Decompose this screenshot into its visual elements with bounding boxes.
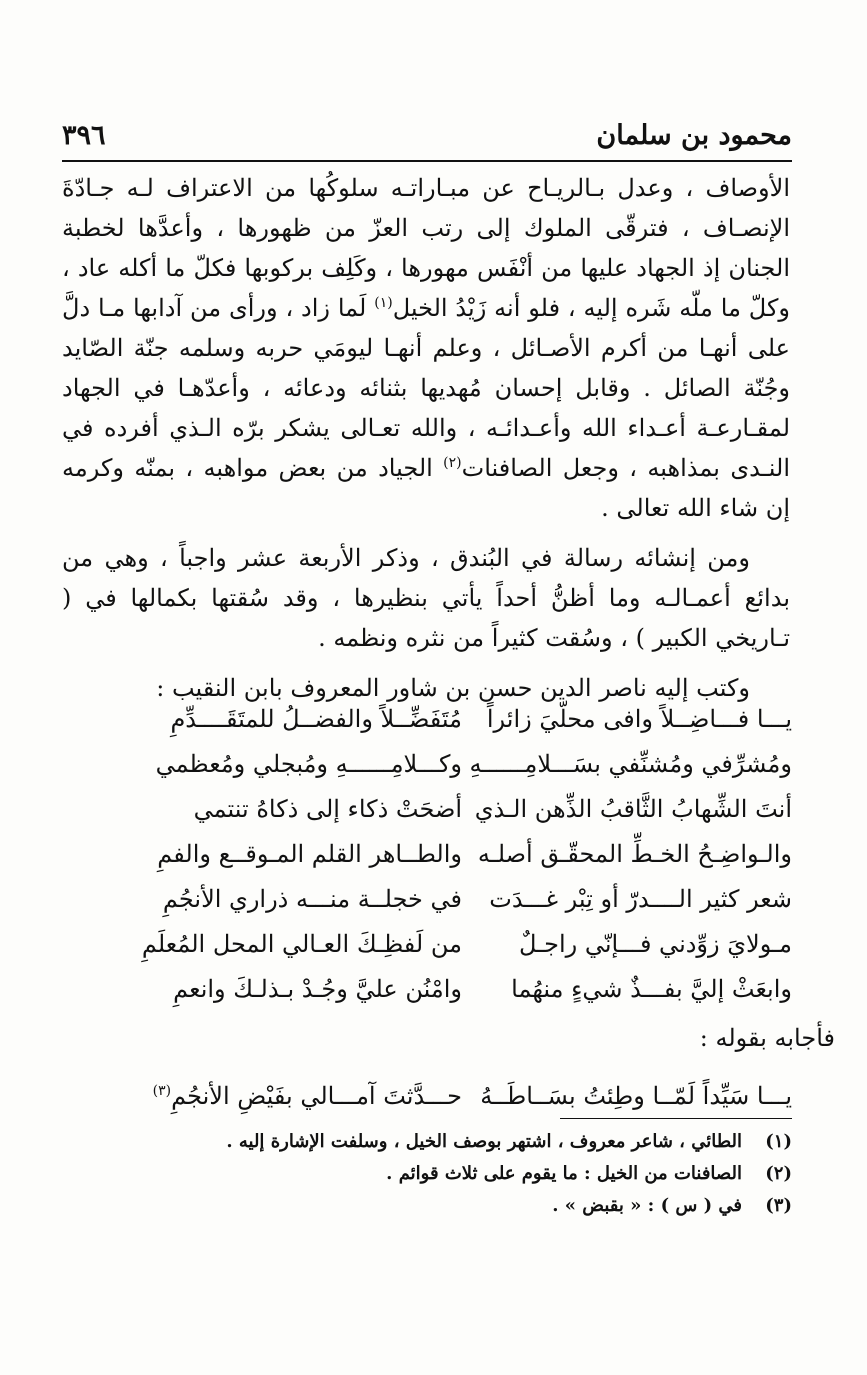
verse-second-hemistich: أضحَتْ ذكاء إلى ذكاهُ تنتمي [193,795,462,823]
reply-intro: فأجابه بقوله : [699,1024,835,1052]
verse-second-hemistich: وكـــلامِــــــهِ ومُبجلي ومُعظمي [155,750,462,778]
verse [62,930,792,975]
verse-second-hemistich: وامْنُن عليَّ وجُـدْ بـذلـكَ وانعمِ [173,975,462,1003]
footnote-text: الطائي ، شاعر معروف ، اشتهر بوصف الخيل ، وسلفت الإشارة إليه . [226,1131,742,1152]
verse-first-hemistich: يـــا سَيِّداً لَمّــا وطِئتُ بسَــاطَــهُ [480,1082,792,1110]
paragraph-1 [62,168,790,528]
footnote-number: (٣) [765,1195,792,1216]
footnote-number: (١) [765,1131,792,1152]
footnotes [62,1126,792,1222]
verse-first-hemistich: شعر كثير الــــدرّ أو تِبْر غـــدَت [489,885,792,913]
footnote-text: في ( س ) : « بقبض » . [552,1195,742,1216]
verse-first-hemistich: ومُشرِّفي ومُشنِّفي بسَـــلامِــــــهِ [469,750,792,778]
verse [62,705,792,750]
footnote-text: الصافنات من الخيل : ما يقوم على ثلاث قوائم . [386,1163,742,1184]
verse-second-hemistich: في خجلــة منـــه ذراري الأنجُمِ [162,885,462,913]
verse-second-hemistich: مُتَفَضِّــلاً والفضــلُ للمتَقَــــدِّمِ [170,705,462,733]
paragraph-1-part-1: الأوصاف ، وعدل بـالريـاح عن مبـاراتـه سلوكُها من الاعتراف لـه جـادّةَ الإنصـاف ، فترقّى الملوك إلى رتب العزّ من ظهورها ، وأعدَّها لخطبة الجنان إذ الجهاد عليها من أنْفَس مهورها ، وكَلِف بركوبها فكلّ ما أكله عاد ، وكلّ ما ملّه شَره إليه ، فلو أنه زَيْدُ الخيل [62,174,790,322]
running-title: محمود بن سلمان [596,120,792,151]
footnote [62,1126,792,1158]
page-header [62,110,792,160]
footnote [62,1158,792,1190]
verse-first-hemistich: يـــا فـــاضِــلاً وافى محلّيَ زائراً [486,705,792,733]
paragraph-1-part-3: الجياد من بعض مواهبه ، بمنّه وكرمه إن شاء الله تعالى . [62,454,790,522]
verse-first-hemistich: والـواضِـحُ الخـطِّ المحقّـق أصلـه [477,840,792,868]
footnote-ref-3: (٣) [152,1083,172,1099]
paragraph-2: ومن إنشائه رسالة في البُندق ، وذكر الأربعة عشر واجباً ، وهي من بدائع أعمـالـه وما أظنُّ أحداً يأتي بنظيرها ، وقد سُقتها بكمالها في ( تـاريخي الكبير ) ، وسُقت كثيراً من نثره ونظمه . [62,544,790,652]
paragraph-1-part-2: لَما زاد ، ورأى من آدابها مـا دلَّ على أنهـا من أكرم الأصـائل ، وعلم أنهـا ليومَي حربه وسلمه جنّة الصّايد وجُنّة الصائل . وقابل إحسان مُهديها بثنائه ودعائه ، وأعدّهـا في الجهاد لمقـارعـة أعـداء الله وأعـدائـه ، والله تعـالى يشكر برّه الـذي أفرده في النـدى بمذاهبه ، وجعل الصافنات [62,294,790,482]
reply-verse [62,1082,792,1122]
verse-first-hemistich: مـولايَ زوِّدني فـــإنّي راجـلٌ [518,930,792,958]
poem [62,705,792,1020]
page-number: ٣٩٦ [62,120,106,151]
verse-first-hemistich: وابعَثْ إليَّ بفـــذٌ شيءٍ منهُما [511,975,792,1003]
verse-second-hemistich: من لَفظِـكَ العـالي المحل المُعلَمِ [141,930,462,958]
verse [62,795,792,840]
footnote [62,1190,792,1222]
header-rule [62,160,792,162]
verse-second-hemistich: والطــاهر القلم المـوقــع والفمِ [157,840,462,868]
footnote-ref-2: (٢) [443,455,462,471]
main-text [62,168,790,708]
verse [62,840,792,885]
paragraph-3: وكتب إليه ناصر الدين حسن بن شاور المعروف بابن النقيب : [156,674,750,702]
footnote-ref-1: (١) [374,295,393,311]
verse [62,750,792,795]
verse-second-hemistich-text: حـــدَّثتَ آمـــالي بفَيْضِ الأنجُمِ [171,1082,462,1110]
verse-first-hemistich: أنتَ الشِّهابُ الثَّاقبُ الذِّهن الـذي [474,795,792,823]
footnote-rule [560,1118,792,1119]
verse-second-hemistich [62,1082,462,1110]
verse [62,885,792,930]
verse [62,975,792,1020]
footnote-number: (٢) [765,1163,792,1184]
